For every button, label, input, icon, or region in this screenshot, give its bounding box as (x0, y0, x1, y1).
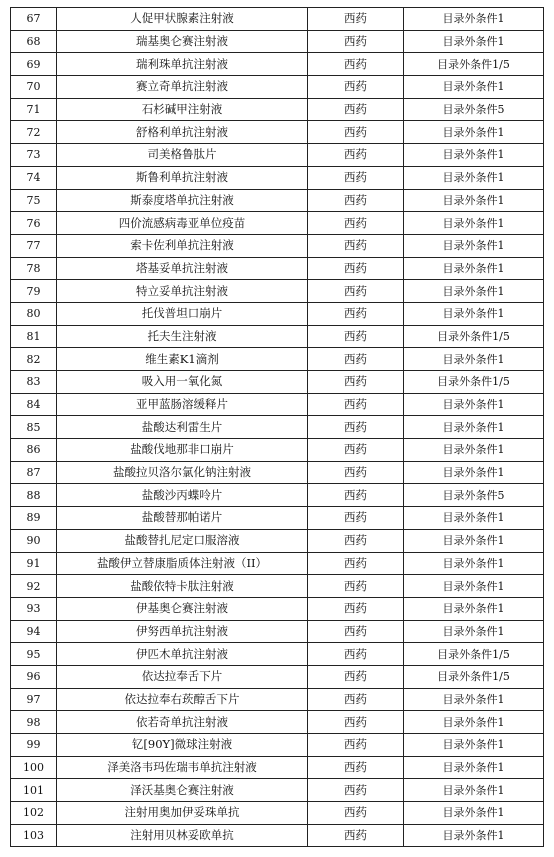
drug-name-cell: 盐酸伐地那非口崩片 (57, 439, 308, 462)
reimbursement-condition-cell: 目录外条件1 (404, 756, 544, 779)
row-number-cell: 94 (11, 620, 57, 643)
drug-type-cell: 西药 (308, 461, 404, 484)
reimbursement-condition-cell: 目录外条件1 (404, 144, 544, 167)
row-number-cell: 101 (11, 779, 57, 802)
table-row (11, 189, 544, 212)
table-row (11, 8, 544, 31)
reimbursement-condition-cell: 目录外条件1 (404, 166, 544, 189)
drug-name-cell: 亚甲蓝肠溶缓释片 (57, 393, 308, 416)
reimbursement-condition-cell: 目录外条件5 (404, 484, 544, 507)
row-number-cell: 86 (11, 439, 57, 462)
reimbursement-condition-cell: 目录外条件1 (404, 348, 544, 371)
row-number-cell: 92 (11, 575, 57, 598)
drug-type-cell: 西药 (308, 575, 404, 598)
row-number-cell: 84 (11, 393, 57, 416)
row-number-cell: 69 (11, 53, 57, 76)
reimbursement-condition-cell: 目录外条件1 (404, 779, 544, 802)
reimbursement-condition-cell: 目录外条件1 (404, 189, 544, 212)
table-row (11, 212, 544, 235)
table-row (11, 620, 544, 643)
drug-type-cell: 西药 (308, 439, 404, 462)
table-row (11, 643, 544, 666)
table-row (11, 325, 544, 348)
row-number-cell: 70 (11, 76, 57, 99)
table-row (11, 824, 544, 847)
table-row (11, 711, 544, 734)
table-row (11, 371, 544, 394)
drug-type-cell: 西药 (308, 824, 404, 847)
table-row (11, 597, 544, 620)
reimbursement-condition-cell: 目录外条件1 (404, 688, 544, 711)
row-number-cell: 103 (11, 824, 57, 847)
row-number-cell: 99 (11, 734, 57, 757)
drug-type-cell: 西药 (308, 552, 404, 575)
table-row (11, 257, 544, 280)
table-row (11, 76, 544, 99)
row-number-cell: 98 (11, 711, 57, 734)
row-number-cell: 72 (11, 121, 57, 144)
reimbursement-condition-cell: 目录外条件1 (404, 257, 544, 280)
drug-type-cell: 西药 (308, 144, 404, 167)
drug-name-cell: 泽美洛韦玛佐瑞韦单抗注射液 (57, 756, 308, 779)
reimbursement-condition-cell: 目录外条件1 (404, 302, 544, 325)
drug-name-cell: 依若奇单抗注射液 (57, 711, 308, 734)
reimbursement-condition-cell: 目录外条件1 (404, 393, 544, 416)
drug-name-cell: 盐酸沙丙蝶呤片 (57, 484, 308, 507)
reimbursement-condition-cell: 目录外条件1 (404, 824, 544, 847)
table-row (11, 280, 544, 303)
drug-name-cell: 盐酸替那帕诺片 (57, 507, 308, 530)
drug-name-cell: 四价流感病毒亚单位疫苗 (57, 212, 308, 235)
row-number-cell: 67 (11, 8, 57, 31)
row-number-cell: 79 (11, 280, 57, 303)
drug-type-cell: 西药 (308, 779, 404, 802)
table-body (11, 8, 544, 847)
drug-name-cell: 特立妥单抗注射液 (57, 280, 308, 303)
drug-name-cell: 塔基妥单抗注射液 (57, 257, 308, 280)
drug-type-cell: 西药 (308, 212, 404, 235)
drug-type-cell: 西药 (308, 348, 404, 371)
drug-name-cell: 伊努西单抗注射液 (57, 620, 308, 643)
drug-name-cell: 泽沃基奥仑赛注射液 (57, 779, 308, 802)
drug-type-cell: 西药 (308, 597, 404, 620)
drug-name-cell: 依达拉奉右莰醇舌下片 (57, 688, 308, 711)
reimbursement-condition-cell: 目录外条件1 (404, 529, 544, 552)
drug-name-cell: 伊基奥仑赛注射液 (57, 597, 308, 620)
table-row (11, 121, 544, 144)
drug-type-cell: 西药 (308, 371, 404, 394)
drug-type-cell: 西药 (308, 620, 404, 643)
row-number-cell: 90 (11, 529, 57, 552)
row-number-cell: 81 (11, 325, 57, 348)
drug-name-cell: 舒格利单抗注射液 (57, 121, 308, 144)
drug-name-cell: 司美格鲁肽片 (57, 144, 308, 167)
drug-type-cell: 西药 (308, 802, 404, 825)
table-row (11, 30, 544, 53)
drug-name-cell: 托伐普坦口崩片 (57, 302, 308, 325)
table-row (11, 552, 544, 575)
reimbursement-condition-cell: 目录外条件1/5 (404, 371, 544, 394)
reimbursement-condition-cell: 目录外条件1 (404, 416, 544, 439)
table-row (11, 529, 544, 552)
drug-type-cell: 西药 (308, 166, 404, 189)
table-row (11, 756, 544, 779)
drug-name-cell: 盐酸拉贝洛尔氯化钠注射液 (57, 461, 308, 484)
drug-type-cell: 西药 (308, 280, 404, 303)
row-number-cell: 87 (11, 461, 57, 484)
row-number-cell: 91 (11, 552, 57, 575)
table-row (11, 348, 544, 371)
drug-type-cell: 西药 (308, 98, 404, 121)
drug-name-cell: 人促甲状腺素注射液 (57, 8, 308, 31)
drug-name-cell: 托夫生注射液 (57, 325, 308, 348)
table-row (11, 302, 544, 325)
drug-type-cell: 西药 (308, 121, 404, 144)
table-row (11, 575, 544, 598)
drug-type-cell: 西药 (308, 393, 404, 416)
row-number-cell: 88 (11, 484, 57, 507)
row-number-cell: 75 (11, 189, 57, 212)
reimbursement-condition-cell: 目录外条件1 (404, 280, 544, 303)
reimbursement-condition-cell: 目录外条件1/5 (404, 53, 544, 76)
row-number-cell: 100 (11, 756, 57, 779)
drug-name-cell: 盐酸依特卡肽注射液 (57, 575, 308, 598)
row-number-cell: 73 (11, 144, 57, 167)
drug-type-cell: 西药 (308, 53, 404, 76)
reimbursement-condition-cell: 目录外条件1 (404, 552, 544, 575)
drug-name-cell: 吸入用一氧化氮 (57, 371, 308, 394)
table-row (11, 416, 544, 439)
drug-name-cell: 维生素K1滴剂 (57, 348, 308, 371)
drug-type-cell: 西药 (308, 234, 404, 257)
reimbursement-condition-cell: 目录外条件1 (404, 734, 544, 757)
drug-type-cell: 西药 (308, 30, 404, 53)
table-row (11, 98, 544, 121)
drug-name-cell: 斯鲁利单抗注射液 (57, 166, 308, 189)
row-number-cell: 95 (11, 643, 57, 666)
drug-name-cell: 注射用奥加伊妥珠单抗 (57, 802, 308, 825)
drug-type-cell: 西药 (308, 734, 404, 757)
table-row (11, 439, 544, 462)
drug-type-cell: 西药 (308, 665, 404, 688)
reimbursement-condition-cell: 目录外条件1 (404, 461, 544, 484)
drug-type-cell: 西药 (308, 688, 404, 711)
drug-name-cell: 索卡佐利单抗注射液 (57, 234, 308, 257)
table-row (11, 665, 544, 688)
reimbursement-condition-cell: 目录外条件1/5 (404, 665, 544, 688)
row-number-cell: 78 (11, 257, 57, 280)
row-number-cell: 71 (11, 98, 57, 121)
drug-name-cell: 赛立奇单抗注射液 (57, 76, 308, 99)
reimbursement-condition-cell: 目录外条件1 (404, 802, 544, 825)
drug-name-cell: 盐酸伊立替康脂质体注射液（II） (57, 552, 308, 575)
reimbursement-condition-cell: 目录外条件1/5 (404, 643, 544, 666)
table-row (11, 393, 544, 416)
table-row (11, 234, 544, 257)
reimbursement-condition-cell: 目录外条件1 (404, 121, 544, 144)
table-row (11, 734, 544, 757)
reimbursement-condition-cell: 目录外条件1 (404, 597, 544, 620)
reimbursement-condition-cell: 目录外条件1 (404, 620, 544, 643)
table-row (11, 484, 544, 507)
drug-name-cell: 依达拉奉舌下片 (57, 665, 308, 688)
row-number-cell: 97 (11, 688, 57, 711)
drug-type-cell: 西药 (308, 529, 404, 552)
table-row (11, 461, 544, 484)
table-row (11, 688, 544, 711)
row-number-cell: 83 (11, 371, 57, 394)
drug-type-cell: 西药 (308, 257, 404, 280)
reimbursement-condition-cell: 目录外条件1 (404, 439, 544, 462)
reimbursement-condition-cell: 目录外条件1/5 (404, 325, 544, 348)
row-number-cell: 102 (11, 802, 57, 825)
reimbursement-condition-cell: 目录外条件1 (404, 76, 544, 99)
row-number-cell: 93 (11, 597, 57, 620)
row-number-cell: 68 (11, 30, 57, 53)
drug-type-cell: 西药 (308, 643, 404, 666)
row-number-cell: 80 (11, 302, 57, 325)
drug-name-cell: 伊匹木单抗注射液 (57, 643, 308, 666)
row-number-cell: 89 (11, 507, 57, 530)
table-row (11, 166, 544, 189)
drug-type-cell: 西药 (308, 756, 404, 779)
drug-type-cell: 西药 (308, 416, 404, 439)
drug-type-cell: 西药 (308, 8, 404, 31)
table-row (11, 144, 544, 167)
drug-name-cell: 盐酸达利雷生片 (57, 416, 308, 439)
drug-catalog-table (10, 7, 544, 847)
drug-name-cell: 注射用贝林妥欧单抗 (57, 824, 308, 847)
drug-type-cell: 西药 (308, 711, 404, 734)
drug-name-cell: 瑞基奥仑赛注射液 (57, 30, 308, 53)
reimbursement-condition-cell: 目录外条件1 (404, 8, 544, 31)
reimbursement-condition-cell: 目录外条件5 (404, 98, 544, 121)
reimbursement-condition-cell: 目录外条件1 (404, 212, 544, 235)
reimbursement-condition-cell: 目录外条件1 (404, 575, 544, 598)
table-row (11, 779, 544, 802)
row-number-cell: 74 (11, 166, 57, 189)
drug-name-cell: 瑞利珠单抗注射液 (57, 53, 308, 76)
row-number-cell: 77 (11, 234, 57, 257)
table-row (11, 53, 544, 76)
drug-type-cell: 西药 (308, 484, 404, 507)
reimbursement-condition-cell: 目录外条件1 (404, 234, 544, 257)
table-row (11, 507, 544, 530)
drug-type-cell: 西药 (308, 302, 404, 325)
row-number-cell: 85 (11, 416, 57, 439)
drug-name-cell: 钇[90Y]微球注射液 (57, 734, 308, 757)
drug-type-cell: 西药 (308, 507, 404, 530)
row-number-cell: 96 (11, 665, 57, 688)
drug-type-cell: 西药 (308, 76, 404, 99)
drug-type-cell: 西药 (308, 325, 404, 348)
reimbursement-condition-cell: 目录外条件1 (404, 711, 544, 734)
table-row (11, 802, 544, 825)
drug-name-cell: 盐酸替扎尼定口服溶液 (57, 529, 308, 552)
row-number-cell: 82 (11, 348, 57, 371)
drug-type-cell: 西药 (308, 189, 404, 212)
drug-name-cell: 斯泰度塔单抗注射液 (57, 189, 308, 212)
drug-name-cell: 石杉碱甲注射液 (57, 98, 308, 121)
reimbursement-condition-cell: 目录外条件1 (404, 30, 544, 53)
reimbursement-condition-cell: 目录外条件1 (404, 507, 544, 530)
row-number-cell: 76 (11, 212, 57, 235)
